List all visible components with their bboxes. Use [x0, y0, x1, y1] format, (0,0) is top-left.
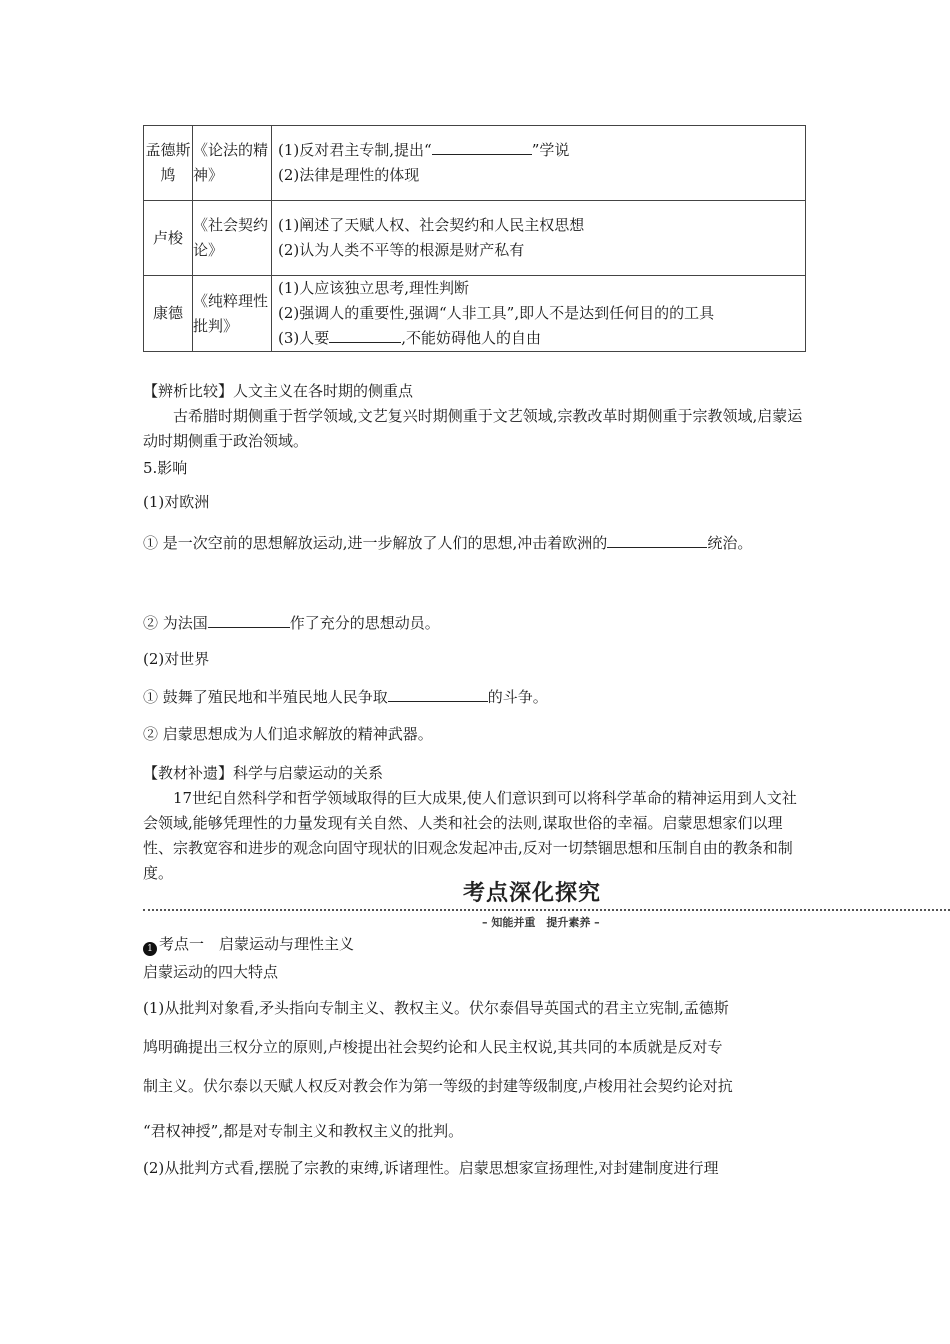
influence-world-1: ① 鼓舞了殖民地和半殖民地人民争取 的斗争。 [143, 688, 548, 706]
table-cell-work: 《论法的精神》 [193, 126, 272, 201]
influence-heading: 5.影响 [143, 459, 188, 477]
table-cell-person: 康德 [144, 276, 193, 352]
influence-world: (2)对世界 [143, 650, 210, 668]
supplement-body: 17世纪自然科学和哲学领域取得的巨大成果,使人们意识到可以将科学革命的精神运用到人文社会领域,能够凭理性的力量发现有关自然、人类和社会的法则,谋取世俗的幸福。启蒙思想家们以理性、宗教宽容和进步的观念向固守现状的旧观念发起冲击,反对一切禁锢思想和压制自由的教条和制度。 [143, 789, 797, 882]
point1-line: “君权神授”,都是对专制主义和教权主义的批判。 [143, 1122, 464, 1140]
section-divider [143, 909, 950, 911]
table-cell-person: 孟德斯鸠 [144, 126, 193, 201]
supplement-title: 【教材补遗】科学与启蒙运动的关系 [143, 764, 384, 782]
section-subtitle: – 知能并重 提升素养 – [482, 916, 600, 929]
table-cell-ideas: (1)人应该独立思考,理性判断 (2)强调人的重要性,强调“人非工具”,即人不是达到任何目的的工具 (3)人要 ,不能妨碍他人的自由 [272, 276, 806, 352]
point1-line: (2)从批判方式看,摆脱了宗教的束缚,诉诸理性。启蒙思想家宣扬理性,对封建制度进行理 [143, 1159, 719, 1177]
point-badge-icon: 1 [143, 942, 157, 956]
point1-line: (1)从批判对象看,矛头指向专制主义、教权主义。伏尔泰倡导英国式的君主立宪制,孟德斯 [143, 999, 729, 1017]
influence-europe-2: ② 为法国 作了充分的思想动员。 [143, 614, 440, 632]
fill-blank[interactable] [329, 328, 401, 343]
fill-blank[interactable] [208, 613, 290, 628]
influence-europe: (1)对欧洲 [143, 493, 210, 511]
fill-blank[interactable] [432, 140, 532, 155]
influence-europe-1: ① 是一次空前的思想解放运动,进一步解放了人们的思想,冲击着欧洲的 统治。 [143, 534, 753, 552]
fill-blank[interactable] [607, 533, 707, 548]
table-cell-work: 《社会契约论》 [193, 201, 272, 276]
table-cell-ideas: (1)反对君主专制,提出“ ”学说 (2)法律是理性的体现 [272, 126, 806, 201]
table-cell-person: 卢梭 [144, 201, 193, 276]
thinkers-table [143, 125, 806, 352]
point1-line: 制主义。伏尔泰以天赋人权反对教会作为第一等级的封建等级制度,卢梭用社会契约论对抗 [143, 1077, 733, 1095]
point1-title-row [143, 933, 354, 956]
table-cell-ideas: (1)阐述了天赋人权、社会契约和人民主权思想 (2)认为人类不平等的根源是财产私有 [272, 201, 806, 276]
influence-world-2: ② 启蒙思想成为人们追求解放的精神武器。 [143, 725, 433, 743]
compare-body: 古希腊时期侧重于哲学领域,文艺复兴时期侧重于文艺领域,宗教改革时期侧重于宗教领域,启蒙运动时期侧重于政治领域。 [143, 407, 803, 450]
point1-line: 鸠明确提出三权分立的原则,卢梭提出社会契约论和人民主权说,其共同的本质就是反对专 [143, 1038, 723, 1056]
point1-title: 考点一 启蒙运动与理性主义 [159, 935, 355, 953]
compare-title: 【辨析比较】人文主义在各时期的侧重点 [143, 382, 414, 400]
table-cell-work: 《纯粹理性批判》 [193, 276, 272, 352]
point1-lead: 启蒙运动的四大特点 [143, 963, 279, 981]
section-title: 考点深化探究 [463, 881, 602, 906]
fill-blank[interactable] [388, 687, 488, 702]
